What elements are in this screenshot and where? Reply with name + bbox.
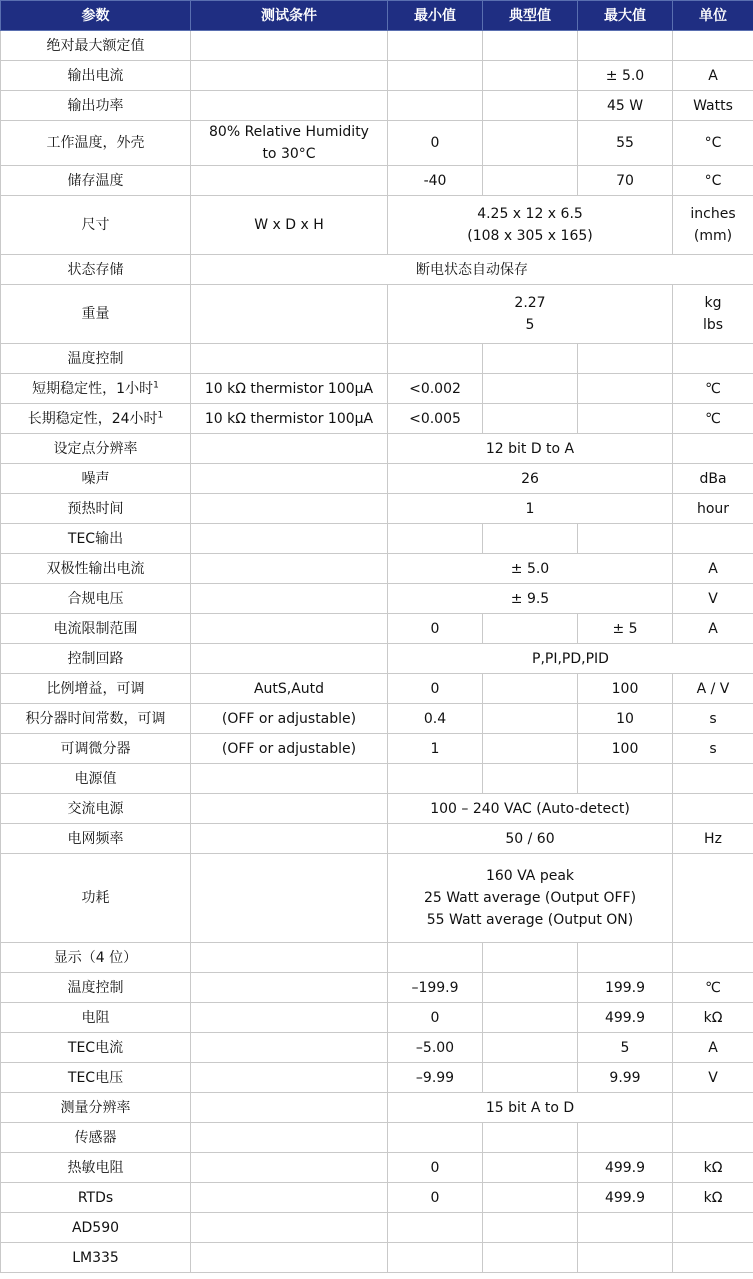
param-cell: 电源值 <box>1 764 191 794</box>
max-cell: 199.9 <box>578 973 673 1003</box>
min-cell: 0 <box>388 674 483 704</box>
header-max: 最大值 <box>578 1 673 31</box>
typ-cell <box>483 1033 578 1063</box>
param-text: 短期稳定性，1小时 <box>32 380 154 397</box>
unit-cell <box>673 196 753 255</box>
value-line: 2.27 <box>514 295 546 311</box>
unit-cell: A / V <box>673 674 753 704</box>
typ-cell <box>483 1243 578 1273</box>
table-row <box>1 824 753 854</box>
unit-cell <box>673 794 753 824</box>
table-row <box>1 166 753 196</box>
min-cell: 0 <box>388 1183 483 1213</box>
unit-cell: kΩ <box>673 1003 753 1033</box>
unit-cell: s <box>673 704 753 734</box>
cond-cell <box>191 285 388 344</box>
unit-line: kg <box>704 295 722 311</box>
cond-cell: (OFF or adjustable) <box>191 734 388 764</box>
table-row <box>1 374 753 404</box>
cond-cell <box>191 494 388 524</box>
cond-cell <box>191 554 388 584</box>
unit-line: inches <box>690 206 736 222</box>
param-cell <box>1 404 191 434</box>
param-cell: 绝对最大额定值 <box>1 31 191 61</box>
unit-cell: °C <box>673 121 753 166</box>
cond-cell <box>191 344 388 374</box>
table-row <box>1 494 753 524</box>
table-row <box>1 285 753 344</box>
table-row <box>1 704 753 734</box>
table-row <box>1 1153 753 1183</box>
table-row <box>1 674 753 704</box>
param-cell: 储存温度 <box>1 166 191 196</box>
max-cell: 55 <box>578 121 673 166</box>
min-cell: <0.002 <box>388 374 483 404</box>
table-row <box>1 1243 753 1273</box>
unit-cell: ℃ <box>673 404 753 434</box>
unit-cell: A <box>673 614 753 644</box>
table-row <box>1 584 753 614</box>
param-cell: 传感器 <box>1 1123 191 1153</box>
min-cell <box>388 31 483 61</box>
cond-cell <box>191 1153 388 1183</box>
typ-cell <box>483 1123 578 1153</box>
header-cond: 测试条件 <box>191 1 388 31</box>
unit-cell: hour <box>673 494 753 524</box>
param-cell: 比例增益，可调 <box>1 674 191 704</box>
cond-cell <box>191 1093 388 1123</box>
table-row <box>1 1093 753 1123</box>
table-row <box>1 1003 753 1033</box>
table-row <box>1 344 753 374</box>
header-row <box>1 1 753 31</box>
value-span-cell: P,PI,PD,PID <box>388 644 753 674</box>
typ-cell <box>483 1003 578 1033</box>
value-span-cell: 12 bit D to A <box>388 434 673 464</box>
typ-cell <box>483 31 578 61</box>
unit-cell: A <box>673 554 753 584</box>
cond-cell <box>191 524 388 554</box>
max-cell: 499.9 <box>578 1003 673 1033</box>
unit-cell: ℃ <box>673 973 753 1003</box>
min-cell: –9.99 <box>388 1063 483 1093</box>
max-cell <box>578 764 673 794</box>
max-cell <box>578 31 673 61</box>
param-cell <box>1 374 191 404</box>
unit-cell <box>673 434 753 464</box>
unit-line: (mm) <box>693 228 733 244</box>
param-cell: 电阻 <box>1 1003 191 1033</box>
param-cell: LM335 <box>1 1243 191 1273</box>
min-cell <box>388 1243 483 1273</box>
cond-cell <box>191 854 388 943</box>
param-cell: 噪声 <box>1 464 191 494</box>
param-cell: 预热时间 <box>1 494 191 524</box>
unit-line: lbs <box>702 317 724 333</box>
table-row <box>1 854 753 943</box>
cond-cell <box>191 121 388 166</box>
table-row <box>1 973 753 1003</box>
param-cell: 状态存储 <box>1 255 191 285</box>
cond-cell <box>191 464 388 494</box>
header-typ: 典型值 <box>483 1 578 31</box>
unit-cell <box>673 854 753 943</box>
unit-cell <box>673 1213 753 1243</box>
cond-cell <box>191 31 388 61</box>
value-span-cell: ± 5.0 <box>388 554 673 584</box>
param-cell: RTDs <box>1 1183 191 1213</box>
cond-cell <box>191 434 388 464</box>
param-cell: 工作温度，外壳 <box>1 121 191 166</box>
table-row <box>1 31 753 61</box>
table-row <box>1 734 753 764</box>
cond-cell: 10 kΩ thermistor 100μA <box>191 374 388 404</box>
typ-cell <box>483 121 578 166</box>
footnote-marker: 1 <box>153 379 159 390</box>
value-span-cell <box>388 854 673 943</box>
unit-cell <box>673 524 753 554</box>
value-span-cell: 断电状态自动保存 <box>191 255 753 285</box>
typ-cell <box>483 614 578 644</box>
min-cell <box>388 764 483 794</box>
table-row <box>1 91 753 121</box>
typ-cell <box>483 524 578 554</box>
max-cell: 45 W <box>578 91 673 121</box>
param-cell: 积分器时间常数，可调 <box>1 704 191 734</box>
typ-cell <box>483 344 578 374</box>
param-cell: 交流电源 <box>1 794 191 824</box>
max-cell <box>578 1213 673 1243</box>
param-cell: 功耗 <box>1 854 191 943</box>
min-cell: -40 <box>388 166 483 196</box>
param-cell: 设定点分辨率 <box>1 434 191 464</box>
table-row <box>1 1183 753 1213</box>
param-cell: TEC电压 <box>1 1063 191 1093</box>
cond-cell <box>191 584 388 614</box>
table-row <box>1 1213 753 1243</box>
header-unit: 单位 <box>673 1 753 31</box>
param-cell: 输出功率 <box>1 91 191 121</box>
table-row <box>1 464 753 494</box>
param-cell: 输出电流 <box>1 61 191 91</box>
table-row <box>1 794 753 824</box>
typ-cell <box>483 61 578 91</box>
max-cell: 9.99 <box>578 1063 673 1093</box>
max-cell: 499.9 <box>578 1183 673 1213</box>
typ-cell <box>483 91 578 121</box>
header-param: 参数 <box>1 1 191 31</box>
min-cell: 0 <box>388 1153 483 1183</box>
cond-cell <box>191 973 388 1003</box>
cond-cell <box>191 91 388 121</box>
max-cell: 499.9 <box>578 1153 673 1183</box>
min-cell <box>388 61 483 91</box>
max-cell <box>578 374 673 404</box>
table-row <box>1 614 753 644</box>
min-cell: 0.4 <box>388 704 483 734</box>
min-cell: –5.00 <box>388 1033 483 1063</box>
min-cell <box>388 1213 483 1243</box>
cond-line: to 30°C <box>262 146 316 162</box>
cond-cell <box>191 644 388 674</box>
unit-cell <box>673 1123 753 1153</box>
table-row <box>1 1063 753 1093</box>
param-text: 长期稳定性，24小时 <box>27 410 158 427</box>
param-cell: 控制回路 <box>1 644 191 674</box>
cond-cell: AutS,Autd <box>191 674 388 704</box>
header-min: 最小值 <box>388 1 483 31</box>
table-row <box>1 61 753 91</box>
cond-cell: 10 kΩ thermistor 100μA <box>191 404 388 434</box>
value-span-cell: 50 / 60 <box>388 824 673 854</box>
min-cell <box>388 1123 483 1153</box>
min-cell <box>388 943 483 973</box>
unit-cell: Hz <box>673 824 753 854</box>
max-cell: 70 <box>578 166 673 196</box>
cond-cell <box>191 1213 388 1243</box>
max-cell <box>578 943 673 973</box>
table-row <box>1 404 753 434</box>
value-line: 55 Watt average (Output ON) <box>426 912 634 928</box>
cond-cell <box>191 1183 388 1213</box>
cond-cell <box>191 943 388 973</box>
max-cell <box>578 1243 673 1273</box>
min-cell <box>388 344 483 374</box>
table-row <box>1 524 753 554</box>
param-cell: 可调微分器 <box>1 734 191 764</box>
unit-cell: Watts <box>673 91 753 121</box>
typ-cell <box>483 764 578 794</box>
table-row <box>1 943 753 973</box>
param-cell: 尺寸 <box>1 196 191 255</box>
value-span-cell: 100 – 240 VAC (Auto-detect) <box>388 794 673 824</box>
footnote-marker: 1 <box>157 409 164 420</box>
value-line: 160 VA peak <box>485 868 575 884</box>
unit-cell <box>673 943 753 973</box>
table-row <box>1 196 753 255</box>
cond-cell <box>191 61 388 91</box>
param-cell: 温度控制 <box>1 973 191 1003</box>
value-span-cell <box>388 285 673 344</box>
value-line: 5 <box>525 317 535 333</box>
max-cell <box>578 404 673 434</box>
cond-line: 80% Relative Humidity <box>209 124 369 140</box>
param-cell: 显示（4 位） <box>1 943 191 973</box>
unit-cell: s <box>673 734 753 764</box>
param-cell: 温度控制 <box>1 344 191 374</box>
min-cell: 1 <box>388 734 483 764</box>
typ-cell <box>483 704 578 734</box>
param-cell: 热敏电阻 <box>1 1153 191 1183</box>
table-row <box>1 121 753 166</box>
unit-cell <box>673 1093 753 1123</box>
cond-cell: (OFF or adjustable) <box>191 704 388 734</box>
table-row <box>1 1123 753 1153</box>
max-cell <box>578 1123 673 1153</box>
value-line: 25 Watt average (Output OFF) <box>423 890 637 906</box>
typ-cell <box>483 404 578 434</box>
max-cell <box>578 524 673 554</box>
cond-cell <box>191 614 388 644</box>
typ-cell <box>483 943 578 973</box>
typ-cell <box>483 1153 578 1183</box>
min-cell <box>388 524 483 554</box>
cond-cell: W x D x H <box>191 196 388 255</box>
param-cell: AD590 <box>1 1213 191 1243</box>
typ-cell <box>483 674 578 704</box>
unit-cell <box>673 1243 753 1273</box>
value-span-cell: 26 <box>388 464 673 494</box>
min-cell: –199.9 <box>388 973 483 1003</box>
param-cell: TEC输出 <box>1 524 191 554</box>
param-cell: TEC电流 <box>1 1033 191 1063</box>
cond-cell <box>191 166 388 196</box>
value-span-cell: 1 <box>388 494 673 524</box>
value-span-cell <box>388 196 673 255</box>
max-cell: 10 <box>578 704 673 734</box>
max-cell <box>578 344 673 374</box>
value-span-cell: 15 bit A to D <box>388 1093 673 1123</box>
typ-cell <box>483 166 578 196</box>
cond-cell <box>191 1063 388 1093</box>
unit-cell <box>673 31 753 61</box>
table-row <box>1 434 753 464</box>
table-row <box>1 764 753 794</box>
max-cell: 100 <box>578 674 673 704</box>
param-cell: 合规电压 <box>1 584 191 614</box>
unit-cell <box>673 285 753 344</box>
cond-cell <box>191 1003 388 1033</box>
max-cell: ± 5 <box>578 614 673 644</box>
unit-cell: V <box>673 584 753 614</box>
cond-cell <box>191 1243 388 1273</box>
typ-cell <box>483 374 578 404</box>
unit-cell: ℃ <box>673 374 753 404</box>
value-line: 4.25 x 12 x 6.5 <box>477 206 583 222</box>
table-row <box>1 255 753 285</box>
typ-cell <box>483 734 578 764</box>
min-cell: 0 <box>388 1003 483 1033</box>
typ-cell <box>483 1213 578 1243</box>
param-cell: 电流限制范围 <box>1 614 191 644</box>
cond-cell <box>191 1033 388 1063</box>
cond-cell <box>191 794 388 824</box>
value-span-cell: ± 9.5 <box>388 584 673 614</box>
unit-cell: kΩ <box>673 1183 753 1213</box>
unit-cell: A <box>673 61 753 91</box>
unit-cell: V <box>673 1063 753 1093</box>
table-row <box>1 554 753 584</box>
param-cell: 重量 <box>1 285 191 344</box>
unit-cell <box>673 344 753 374</box>
unit-cell: A <box>673 1033 753 1063</box>
unit-cell: °C <box>673 166 753 196</box>
min-cell <box>388 91 483 121</box>
value-line: (108 x 305 x 165) <box>467 228 593 244</box>
cond-cell <box>191 1123 388 1153</box>
typ-cell <box>483 1063 578 1093</box>
unit-cell: kΩ <box>673 1153 753 1183</box>
cond-cell <box>191 764 388 794</box>
unit-cell <box>673 764 753 794</box>
unit-cell: dBa <box>673 464 753 494</box>
typ-cell <box>483 973 578 1003</box>
param-cell: 电网频率 <box>1 824 191 854</box>
max-cell: 100 <box>578 734 673 764</box>
typ-cell <box>483 1183 578 1213</box>
table-row <box>1 644 753 674</box>
param-cell: 双极性输出电流 <box>1 554 191 584</box>
max-cell: ± 5.0 <box>578 61 673 91</box>
min-cell: 0 <box>388 121 483 166</box>
min-cell: 0 <box>388 614 483 644</box>
min-cell: <0.005 <box>388 404 483 434</box>
param-cell: 测量分辨率 <box>1 1093 191 1123</box>
cond-cell <box>191 824 388 854</box>
table-row <box>1 1033 753 1063</box>
max-cell: 5 <box>578 1033 673 1063</box>
